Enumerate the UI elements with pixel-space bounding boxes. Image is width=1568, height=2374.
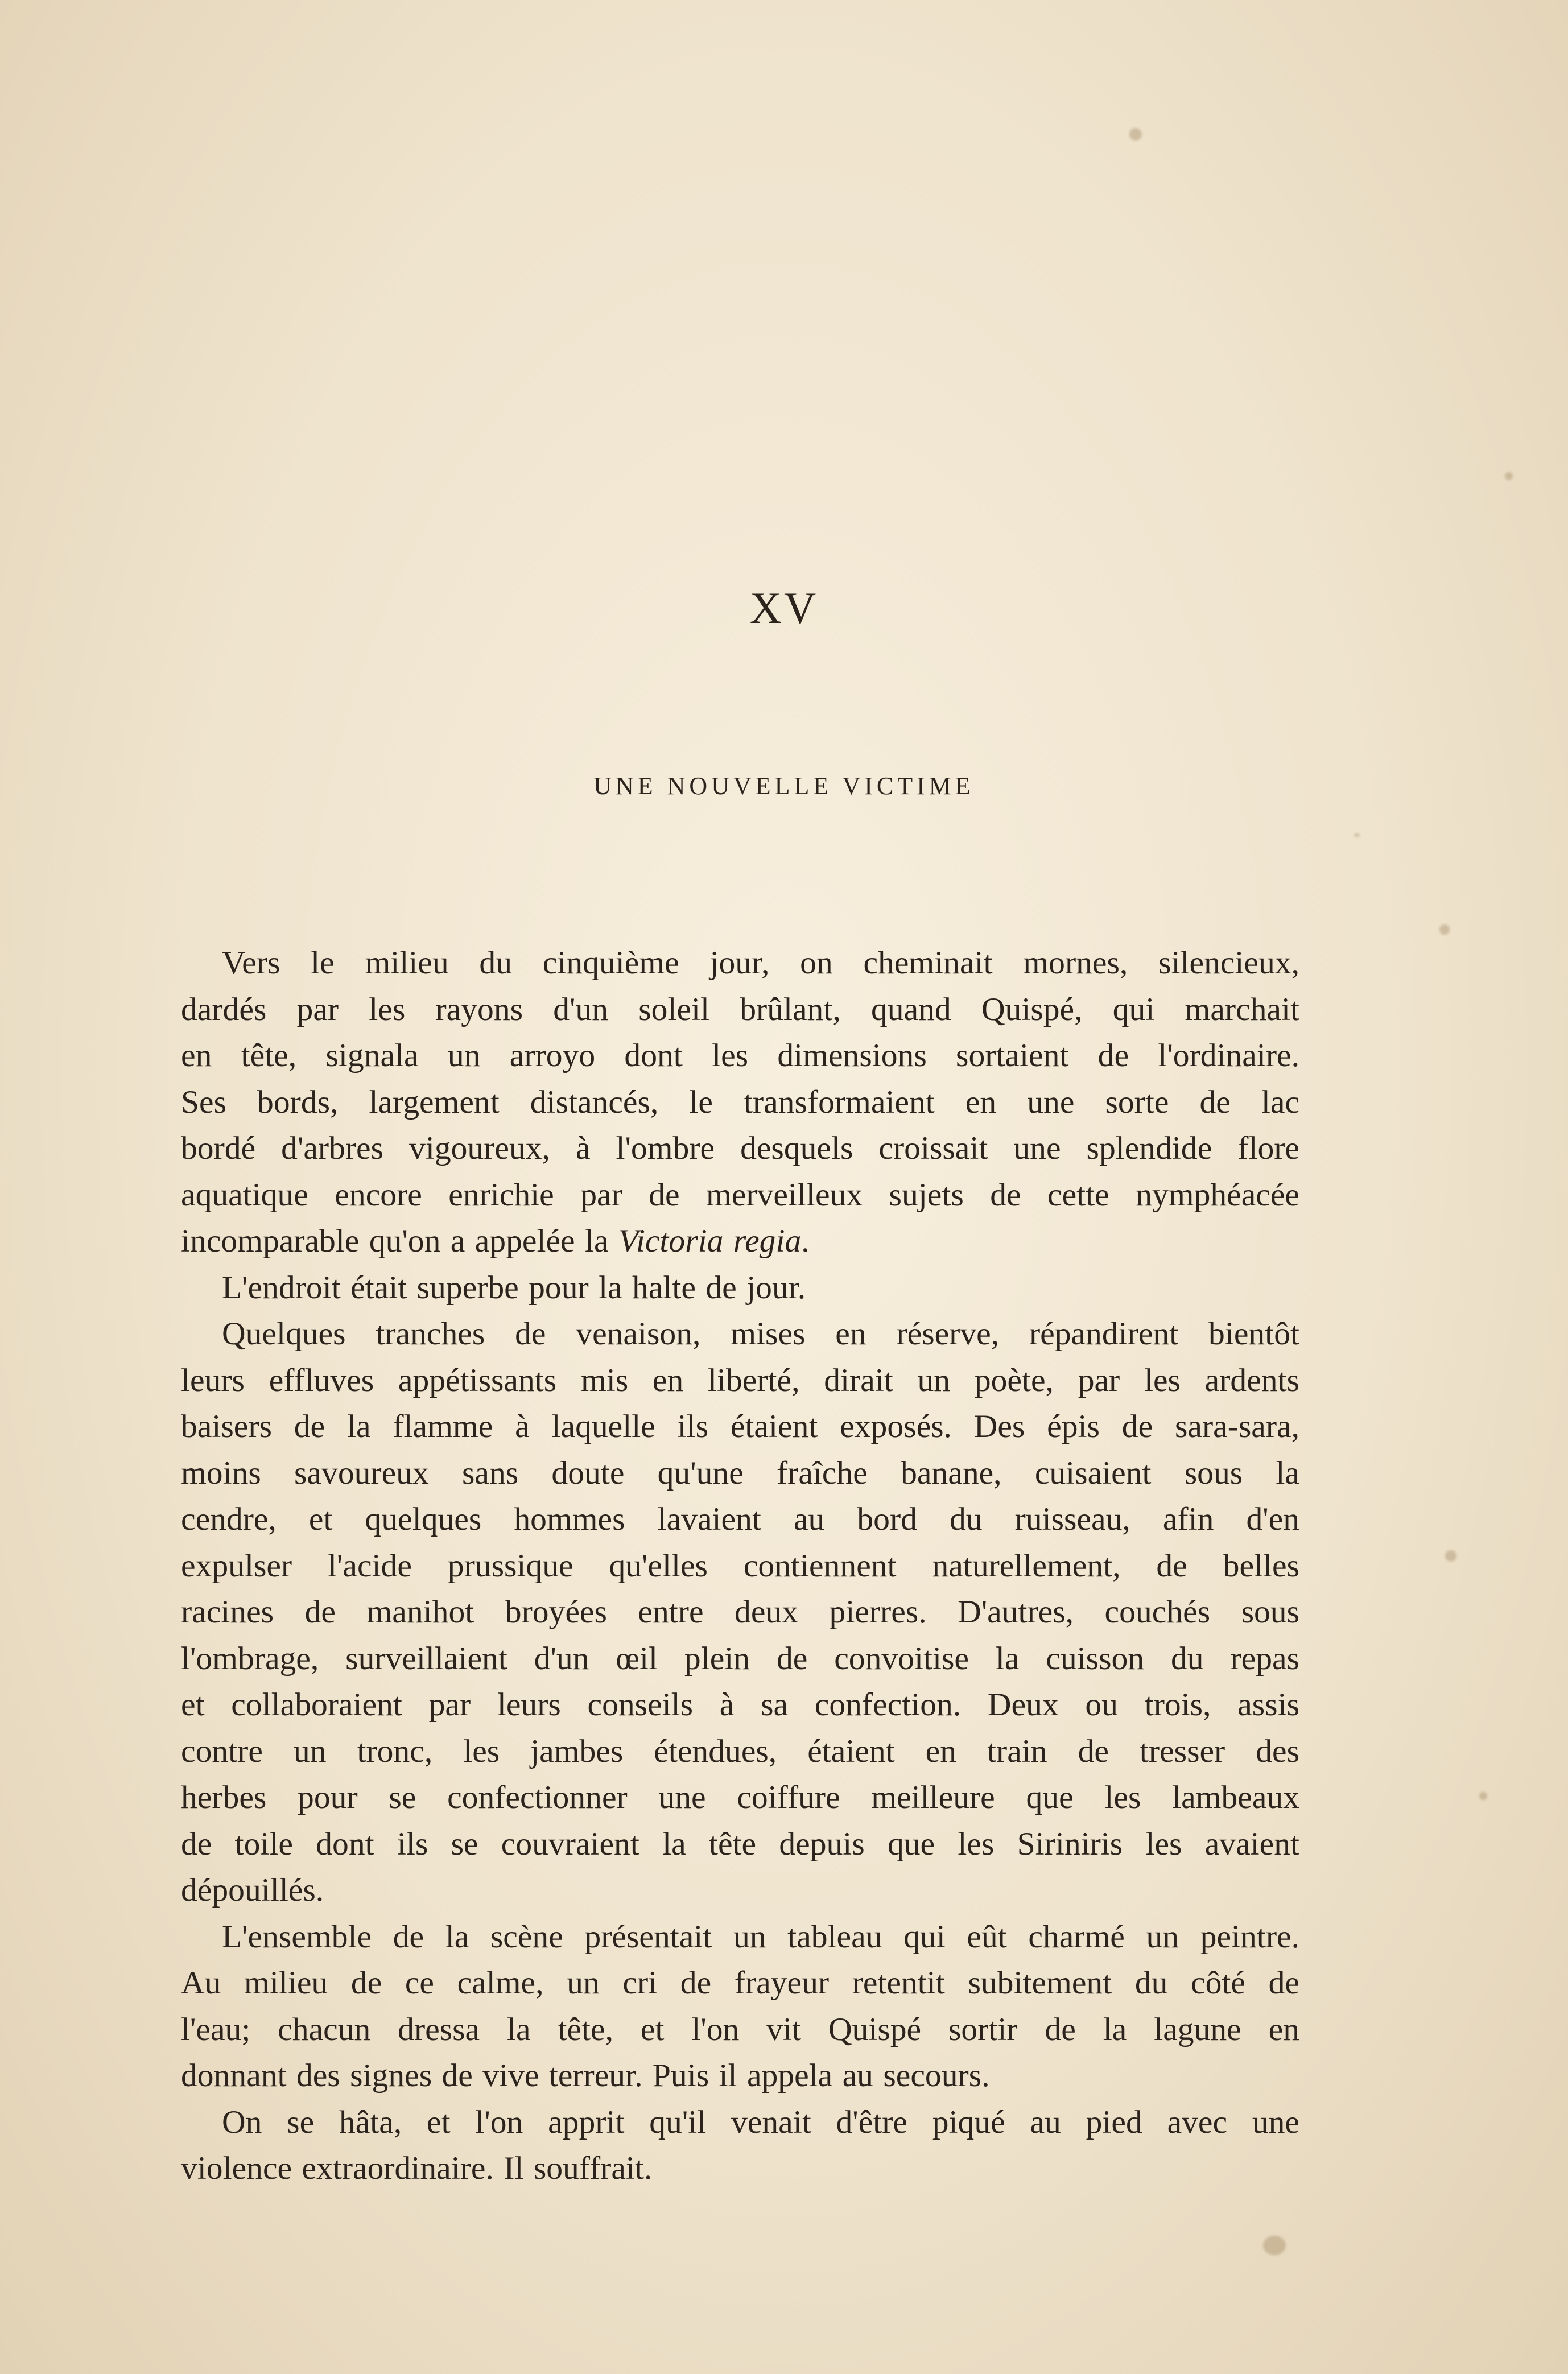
text-line: aquatique encore enrichie par de merveilleux sujets de cette nymphéacée (181, 1176, 1299, 1213)
paragraph-1 (181, 940, 1299, 1265)
text-line: expulser l'acide prussique qu'elles contiennent naturellement, de belles (181, 1547, 1299, 1584)
text-line: l'eau; chacun dressa la tête, et l'on vit Quispé sortir de la lagune en (181, 2011, 1299, 2047)
paragraph-3 (181, 1311, 1299, 1914)
text-line: donnant des signes de vive terreur. Puis il appela au secours. (181, 2058, 990, 2094)
text-line (181, 1218, 1299, 1265)
text-line: de toile dont ils se couvraient la tête depuis que les Siriniris les avaient (181, 1826, 1299, 1862)
paper-speck (1129, 128, 1142, 141)
text-line: l'ombrage, surveillaient d'un œil plein de convoitise la cuisson du repas (181, 1640, 1299, 1677)
text-line: Au milieu de ce calme, un cri de frayeur retentit subitement du côté de (181, 1965, 1299, 2001)
text-line: cendre, et quelques hommes lavaient au bord du ruisseau, afin d'en (181, 1501, 1299, 1537)
paper-speck (1439, 924, 1450, 935)
paper-speck (1263, 2236, 1286, 2255)
text-line: Ses bords, largement distancés, le transformaient en une sorte de lac (181, 1084, 1299, 1120)
paragraph-2 (181, 1265, 1299, 1311)
chapter-number: XV (749, 583, 819, 633)
text-line: en tête, signala un arroyo dont les dimensions sortaient de l'ordinaire. (181, 1038, 1299, 1074)
paragraph-4 (181, 1914, 1299, 2099)
text-line: Vers le milieu du cinquième jour, on cheminait mornes, silencieux, (222, 945, 1299, 981)
paper-speck (1354, 833, 1360, 837)
text-line: L'endroit était superbe pour la halte de jour. (222, 1269, 806, 1306)
text-line: Quelques tranches de venaison, mises en réserve, répandirent bientôt (222, 1316, 1299, 1352)
text-line: racines de manihot broyées entre deux pierres. D'autres, couchés sous (181, 1594, 1299, 1630)
text-line: violence extraordinaire. Il souffrait. (181, 2150, 653, 2186)
paper-speck (1479, 1792, 1487, 1800)
chapter-title: UNE NOUVELLE VICTIME (593, 772, 975, 800)
text-line: dépouillés. (181, 1872, 324, 1908)
text-line: et collaboraient par leurs conseils à sa confection. Deux ou trois, assis (181, 1687, 1299, 1723)
text-line: herbes pour se confectionner une coiffure meilleure que les lambeaux (181, 1780, 1299, 1815)
text-line: On se hâta, et l'on apprit qu'il venait d'être piqué au pied avec une (222, 2104, 1299, 2140)
text-line: L'ensemble de la scène présentait un tableau qui eût charmé un peintre. (222, 1918, 1299, 1955)
text-line: contre un tronc, les jambes étendues, étaient en train de tresser des (181, 1733, 1299, 1769)
paper-speck (1505, 472, 1513, 480)
text-line: leurs effluves appétissants mis en liberté, dirait un poète, par les ardents (181, 1362, 1299, 1398)
italic-term: Victoria regia (618, 1223, 802, 1259)
text-line: baisers de la flamme à laquelle ils étaient exposés. Des épis de sara-sara, (181, 1409, 1299, 1444)
text-line: moins savoureux sans doute qu'une fraîche banane, cuisaient sous la (181, 1455, 1299, 1491)
text-line: dardés par les rayons d'un soleil brûlant, quand Quispé, qui marchait (181, 991, 1299, 1027)
chapter-body (181, 940, 1299, 2192)
text-line: bordé d'arbres vigoureux, à l'ombre desquels croissait une splendide flore (181, 1130, 1299, 1166)
paper-speck (1445, 1550, 1456, 1562)
paragraph-5 (181, 2099, 1299, 2192)
text-line-start: incomparable qu'on a appelée la (181, 1223, 618, 1259)
text-line-end: . (801, 1223, 810, 1259)
